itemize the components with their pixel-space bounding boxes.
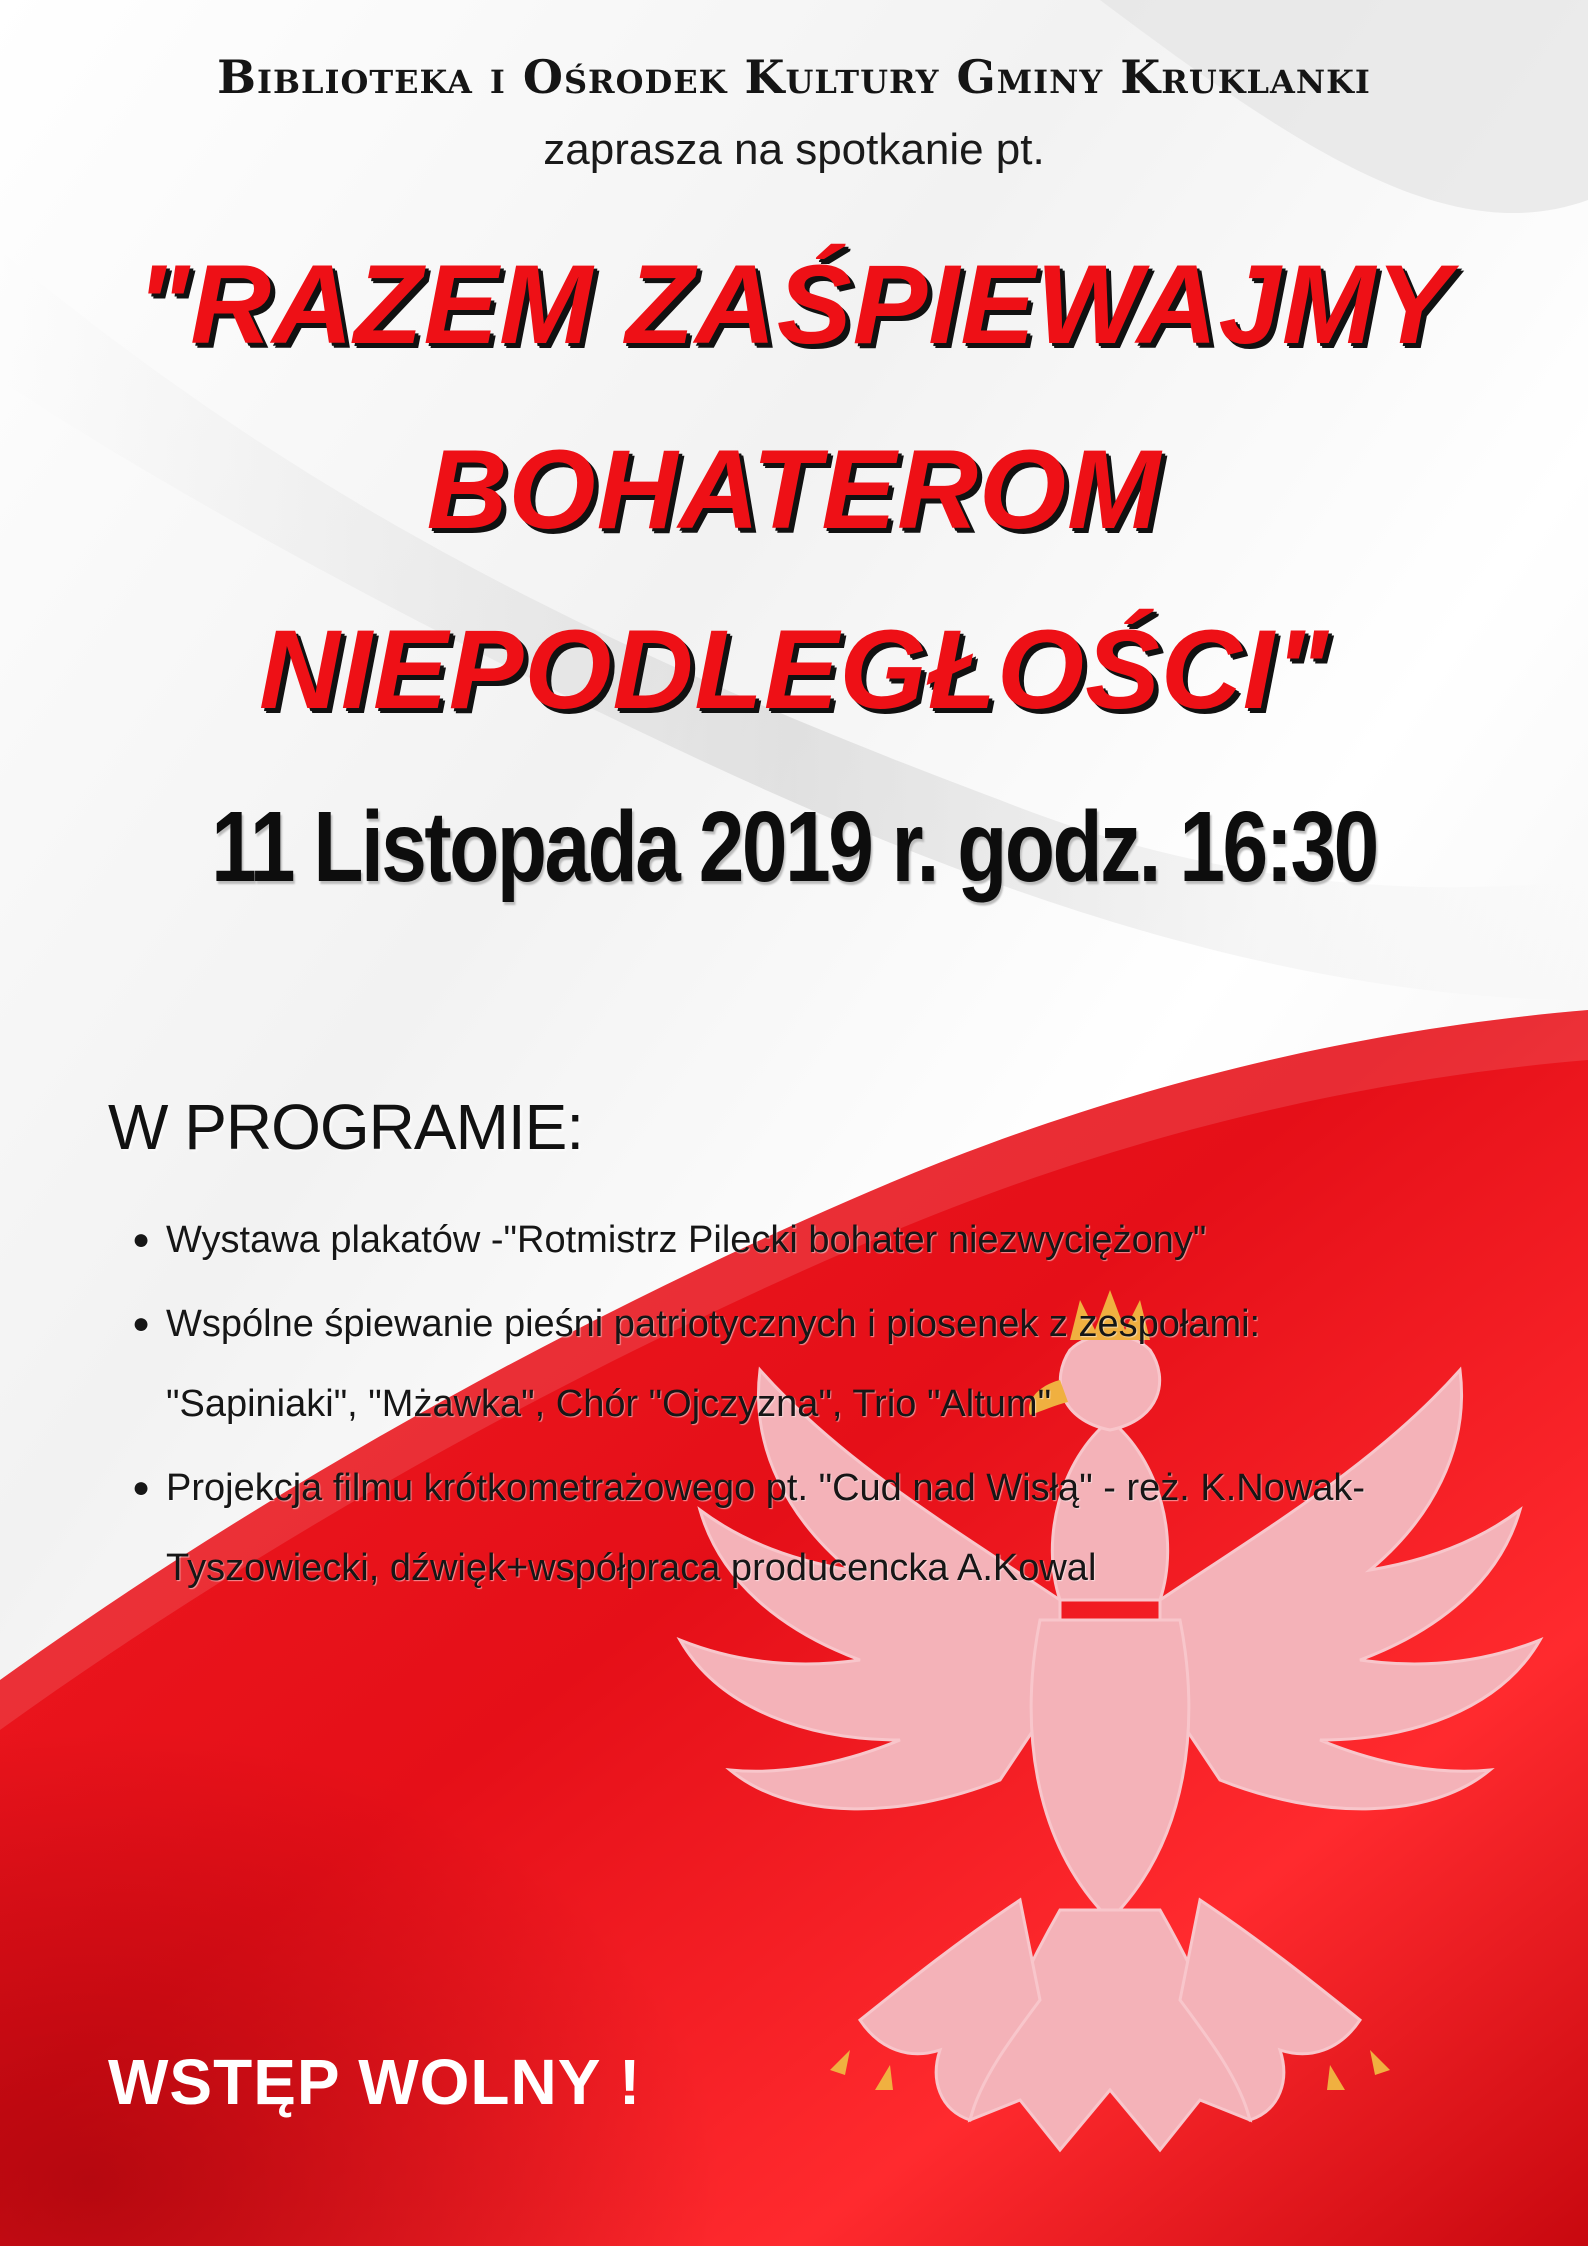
free-entry-note: WSTĘP WOLNY ! [108,2046,642,2118]
program-item-line: Projekcja filmu krótkometrażowego pt. "Cud nad Wisłą" - reż. K.Nowak- [166,1467,1366,1509]
event-title-line-2: BOHATEROM [426,427,1162,552]
event-date-time: 11 Listopada 2019 r. godz. 16:30 [211,791,1377,903]
event-title-line-1: "RAZEM ZAŚPIEWAJMY [136,242,1452,367]
program-item-film [130,1448,1510,1608]
organizer-name: Biblioteka i Ośrodek Kultury Gminy Kruklanki [217,50,1371,104]
program-item-singing [130,1284,1510,1444]
program-item-line: Tyszowiecki, dźwięk+współpraca producencka A.Kowal [166,1547,1097,1589]
bullet-icon: ● [132,1223,151,1256]
program-item-exhibition [130,1200,1510,1280]
program-item-line: Wystawa plakatów -"Rotmistrz Pilecki bohater niezwyciężony" [166,1219,1207,1261]
program-item-line: Wspólne śpiewanie pieśni patriotycznych i piosenek z zespołami: [166,1303,1261,1345]
program-item-line: "Sapiniaki", "Mżawka", Chór "Ojczyzna", Trio "Altum" [166,1383,1052,1425]
invite-text: zaprasza na spotkanie pt. [543,125,1045,174]
bullet-icon: ● [132,1307,151,1340]
event-title-line-3: NIEPODLEGŁOŚCI" [259,607,1329,732]
program-list [130,1200,1510,1612]
bullet-icon: ● [132,1471,151,1504]
program-heading: W PROGRAMIE: [108,1091,584,1163]
